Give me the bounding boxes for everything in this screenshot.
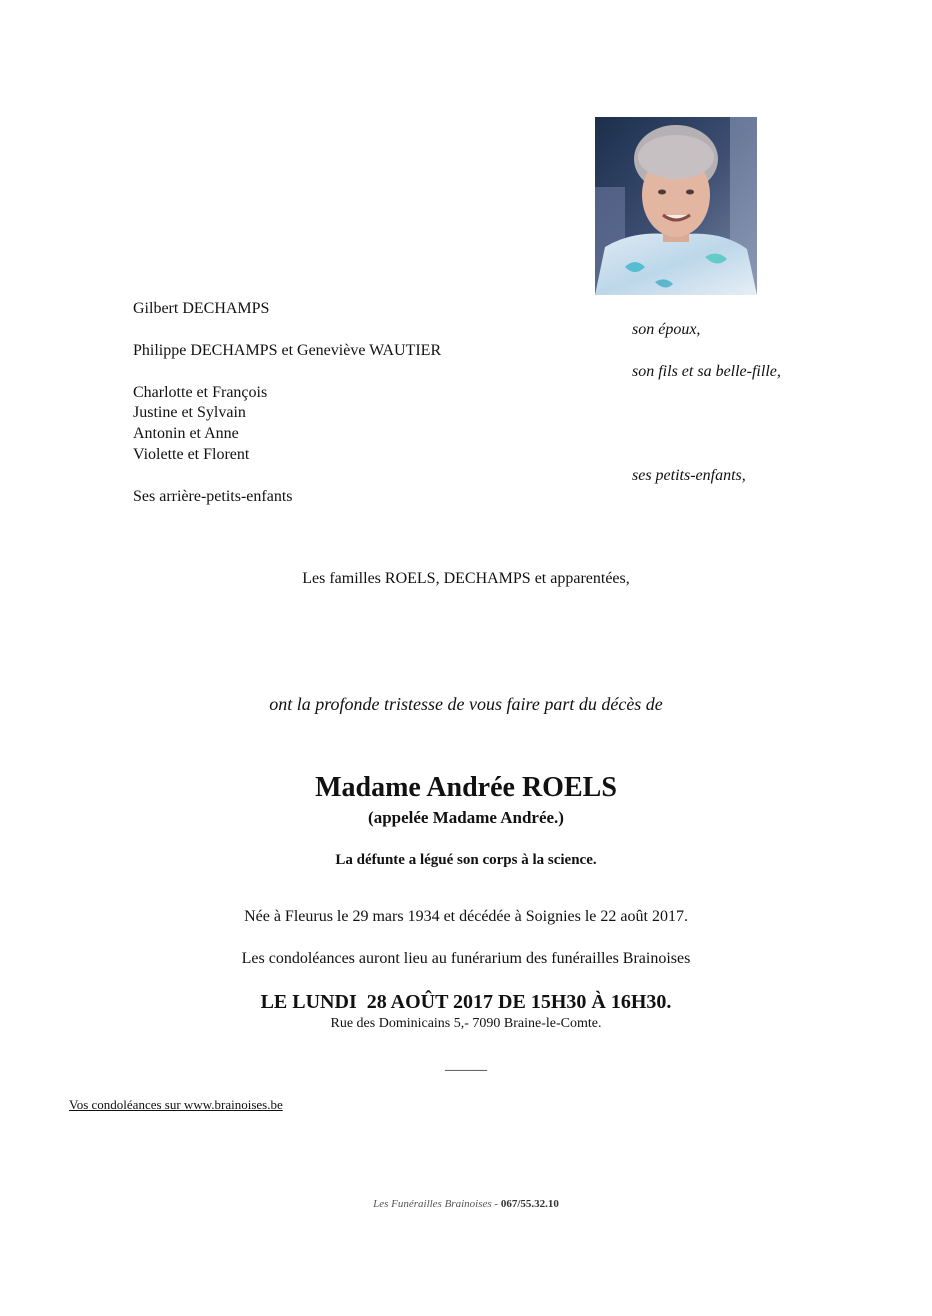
grandchild-1: Charlotte et François [133, 384, 268, 401]
footer-phone: 067/55.32.10 [500, 1198, 559, 1210]
separator-line: ______ [445, 1058, 487, 1073]
son-name: Philippe DECHAMPS et Geneviève WAUTIER [133, 342, 442, 359]
condolences-line: Les condoléances auront lieu au funérarium des funérailles Brainoises [241, 950, 691, 967]
event-datetime: LE LUNDI 28 AOÛT 2017 DE 15H30 À 16H30. [260, 991, 672, 1013]
birth-death-line: Née à Fleurus le 29 mars 1934 et décédée à Soignies le 22 août 2017. [244, 908, 688, 925]
grandchild-3: Antonin et Anne [133, 425, 239, 442]
deceased-name: Madame Andrée ROELS [315, 772, 617, 803]
portrait-photo [595, 117, 757, 295]
announcement-line: ont la profonde tristesse de vous faire part du décès de [269, 694, 663, 714]
event-address: Rue des Dominicains 5,- 7090 Braine-le-Comte. [330, 1016, 602, 1031]
footer-dash: - [491, 1198, 501, 1210]
footer [0, 1198, 932, 1210]
body-donation-note: La défunte a légué son corps à la science. [335, 852, 597, 868]
great-grandchildren: Ses arrière-petits-enfants [133, 488, 293, 505]
grandchild-2: Justine et Sylvain [133, 404, 246, 421]
grandchild-4: Violette et Florent [133, 446, 250, 463]
condolences-website-link[interactable]: Vos condoléances sur www.brainoises.be [69, 1097, 283, 1112]
footer-brand: Les Funérailles Brainoises [373, 1198, 492, 1210]
son-role: son fils et sa belle-fille, [632, 363, 781, 380]
spouse-name: Gilbert DECHAMPS [133, 300, 270, 317]
grandchildren-role: ses petits-enfants, [632, 467, 746, 484]
families-line: Les familles ROELS, DECHAMPS et apparentées, [302, 570, 630, 587]
spouse-role: son époux, [632, 321, 701, 338]
deceased-alias: (appelée Madame Andrée.) [368, 808, 564, 827]
